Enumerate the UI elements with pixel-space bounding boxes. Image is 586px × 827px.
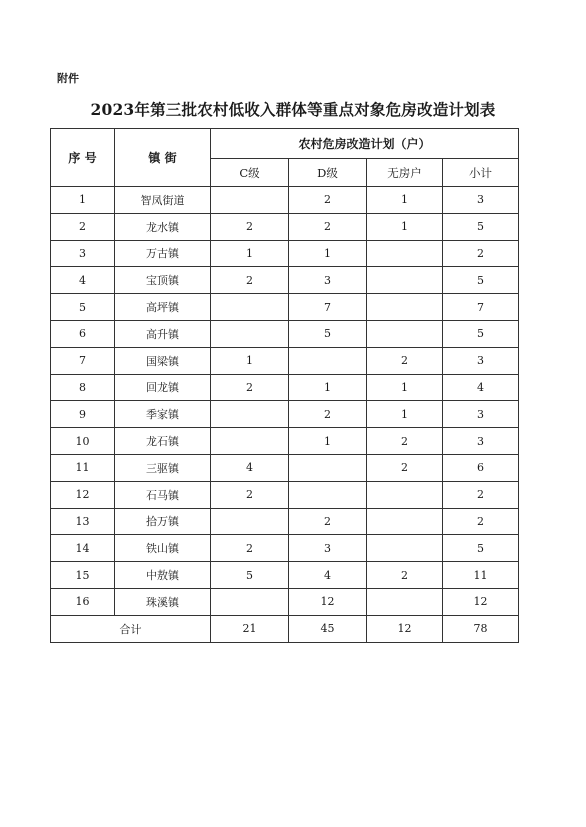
cell-d-level: 2 [289,187,367,214]
cell-subtotal: 7 [443,294,519,321]
cell-town: 万古镇 [115,240,211,267]
cell-d-level: 12 [289,588,367,615]
cell-index: 2 [51,213,115,240]
table-row [51,187,519,214]
table-row [51,454,519,481]
cell-town: 石马镇 [115,481,211,508]
cell-no-house [367,588,443,615]
cell-no-house [367,508,443,535]
cell-d-level [289,347,367,374]
cell-index: 12 [51,481,115,508]
table-body [51,187,519,616]
cell-no-house: 1 [367,213,443,240]
table-row [51,588,519,615]
cell-town: 中敖镇 [115,562,211,589]
cell-d-level [289,481,367,508]
header-index: 序 号 [51,129,115,187]
cell-no-house: 2 [367,562,443,589]
cell-c-level [211,320,289,347]
cell-index: 13 [51,508,115,535]
header-d-level: D级 [289,159,367,187]
cell-no-house [367,320,443,347]
attachment-label: 附件 [57,72,79,85]
cell-town: 回龙镇 [115,374,211,401]
table-row [51,562,519,589]
header-c-level: C级 [211,159,289,187]
table-row [51,267,519,294]
cell-c-level: 1 [211,240,289,267]
cell-subtotal: 3 [443,428,519,455]
cell-no-house: 1 [367,187,443,214]
cell-subtotal: 4 [443,374,519,401]
cell-subtotal: 3 [443,187,519,214]
cell-c-level: 2 [211,374,289,401]
cell-d-level [289,454,367,481]
cell-subtotal: 5 [443,320,519,347]
cell-subtotal: 11 [443,562,519,589]
total-label: 合计 [51,615,211,642]
table-row [51,508,519,535]
cell-subtotal: 2 [443,508,519,535]
header-no-house: 无房户 [367,159,443,187]
cell-index: 3 [51,240,115,267]
cell-no-house [367,481,443,508]
table-row [51,347,519,374]
cell-subtotal: 5 [443,213,519,240]
cell-c-level: 2 [211,267,289,294]
total-row [51,615,519,642]
document-title: 2023年第三批农村低收入群体等重点对象危房改造计划表 [90,100,496,119]
table-row [51,428,519,455]
cell-town: 高坪镇 [115,294,211,321]
cell-subtotal: 5 [443,535,519,562]
cell-c-level [211,508,289,535]
cell-town: 龙水镇 [115,213,211,240]
total-d: 45 [289,615,367,642]
cell-no-house [367,535,443,562]
header-subtotal: 小计 [443,159,519,187]
cell-town: 智凤街道 [115,187,211,214]
cell-no-house: 2 [367,428,443,455]
cell-no-house [367,294,443,321]
cell-d-level: 1 [289,374,367,401]
cell-c-level [211,428,289,455]
table-row [51,481,519,508]
cell-c-level: 2 [211,213,289,240]
cell-c-level: 4 [211,454,289,481]
table-row [51,401,519,428]
cell-no-house [367,267,443,294]
cell-town: 高升镇 [115,320,211,347]
cell-town: 国梁镇 [115,347,211,374]
cell-c-level: 2 [211,535,289,562]
cell-c-level [211,588,289,615]
cell-index: 4 [51,267,115,294]
renovation-plan-table [50,128,519,643]
cell-town: 拾万镇 [115,508,211,535]
cell-town: 季家镇 [115,401,211,428]
cell-index: 14 [51,535,115,562]
cell-subtotal: 6 [443,454,519,481]
cell-index: 9 [51,401,115,428]
cell-d-level: 3 [289,535,367,562]
cell-d-level: 2 [289,508,367,535]
cell-subtotal: 2 [443,240,519,267]
cell-c-level: 1 [211,347,289,374]
table-row [51,374,519,401]
header-town: 镇 街 [115,129,211,187]
cell-subtotal: 12 [443,588,519,615]
cell-d-level: 2 [289,401,367,428]
cell-subtotal: 5 [443,267,519,294]
table-row [51,535,519,562]
cell-c-level: 5 [211,562,289,589]
cell-no-house: 2 [367,347,443,374]
cell-no-house: 1 [367,401,443,428]
cell-c-level [211,294,289,321]
table-row [51,213,519,240]
cell-no-house: 1 [367,374,443,401]
cell-d-level: 1 [289,240,367,267]
cell-d-level: 1 [289,428,367,455]
cell-town: 铁山镇 [115,535,211,562]
cell-d-level: 5 [289,320,367,347]
cell-town: 三驱镇 [115,454,211,481]
table-row [51,320,519,347]
table-header [51,129,519,187]
table-row [51,240,519,267]
total-subtotal: 78 [443,615,519,642]
total-no-house: 12 [367,615,443,642]
cell-no-house: 2 [367,454,443,481]
cell-index: 1 [51,187,115,214]
header-plan-group: 农村危房改造计划（户） [211,129,519,159]
cell-subtotal: 3 [443,401,519,428]
cell-index: 5 [51,294,115,321]
cell-index: 15 [51,562,115,589]
cell-town: 龙石镇 [115,428,211,455]
cell-subtotal: 3 [443,347,519,374]
table-row [51,294,519,321]
cell-town: 珠溪镇 [115,588,211,615]
cell-town: 宝顶镇 [115,267,211,294]
cell-d-level: 4 [289,562,367,589]
cell-c-level [211,401,289,428]
cell-c-level [211,187,289,214]
cell-index: 6 [51,320,115,347]
cell-d-level: 7 [289,294,367,321]
cell-index: 7 [51,347,115,374]
cell-index: 11 [51,454,115,481]
cell-d-level: 2 [289,213,367,240]
cell-index: 16 [51,588,115,615]
cell-c-level: 2 [211,481,289,508]
cell-index: 10 [51,428,115,455]
cell-subtotal: 2 [443,481,519,508]
cell-d-level: 3 [289,267,367,294]
total-c: 21 [211,615,289,642]
cell-index: 8 [51,374,115,401]
cell-no-house [367,240,443,267]
